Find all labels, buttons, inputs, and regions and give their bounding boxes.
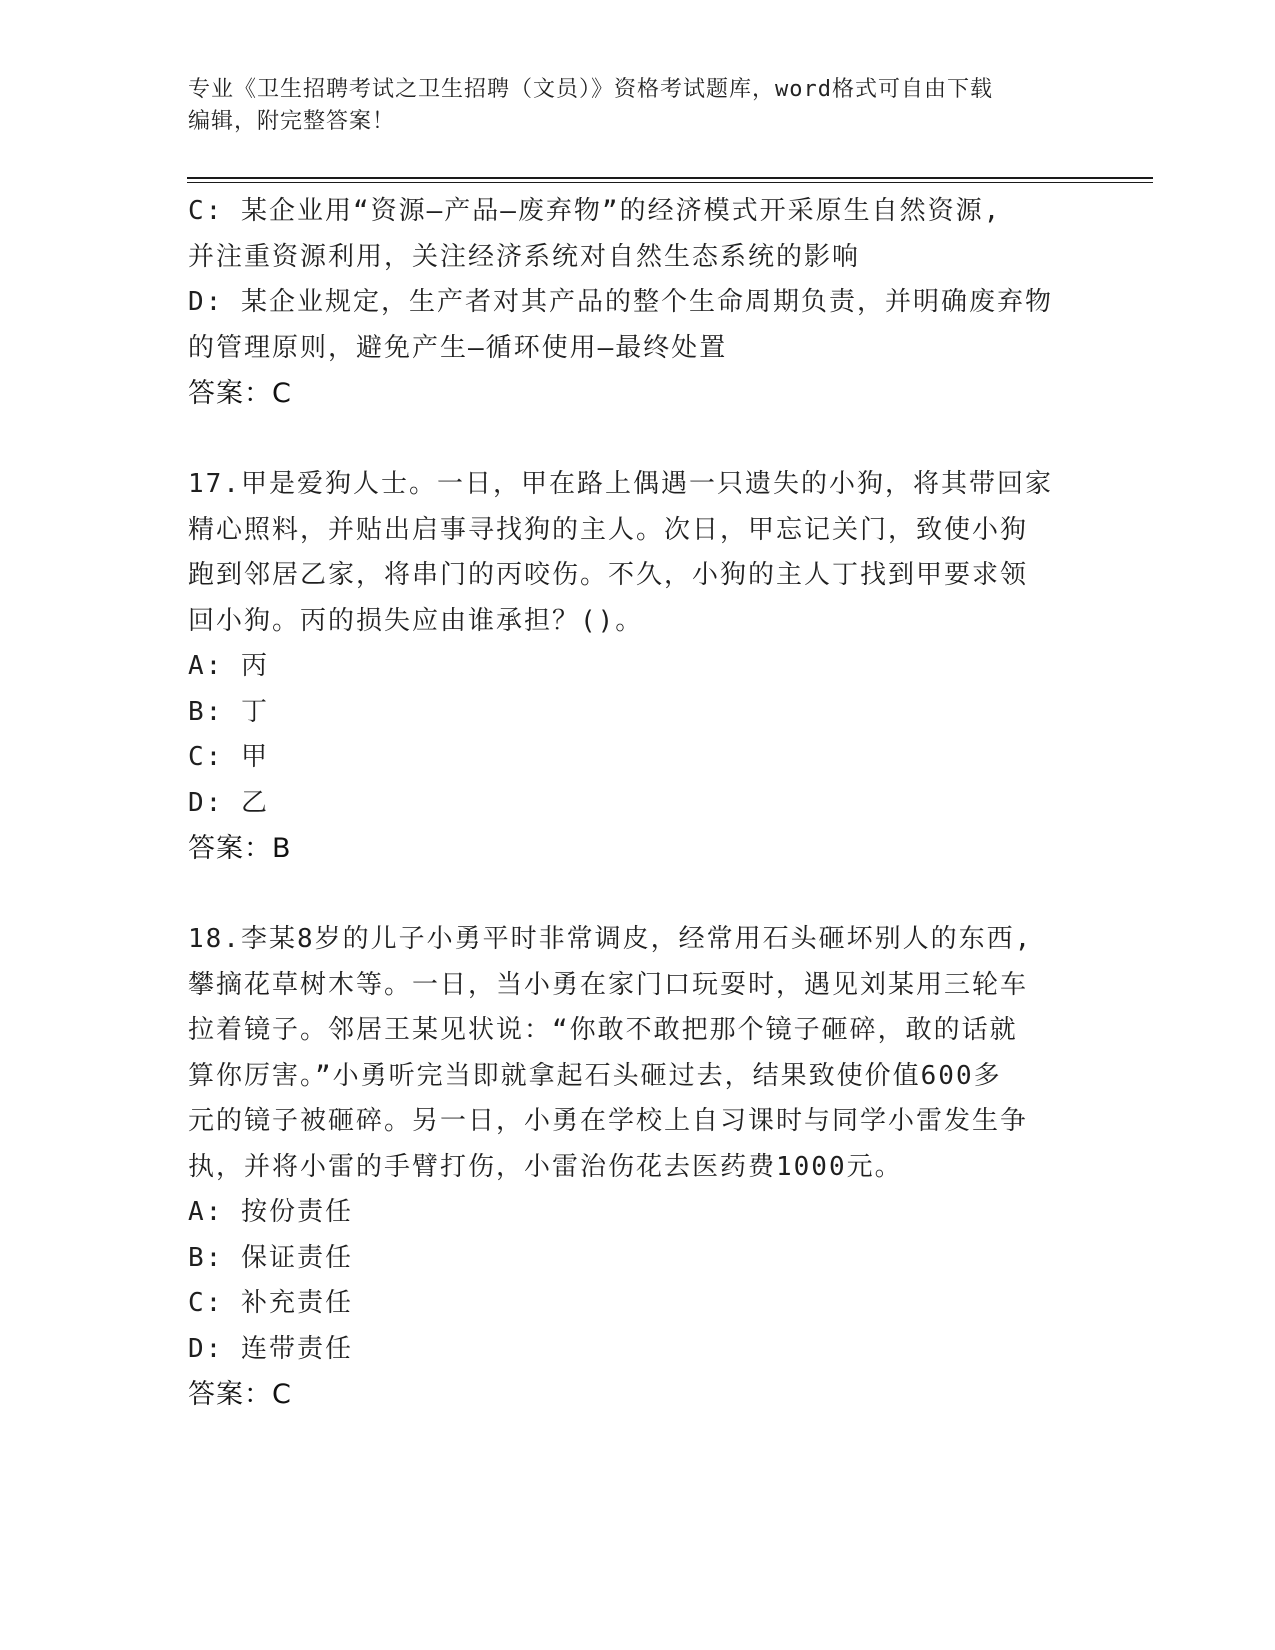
question-18-stem-line: 算你厉害。”小勇听完当即就拿起石头砸过去，结果致使价值600多	[188, 1060, 1002, 1091]
answer-18: 答案：C	[188, 1379, 292, 1410]
question-18-stem-line: 18.李某8岁的儿子小勇平时非常调皮，经常用石头砸坏别人的东西,	[188, 924, 1033, 954]
header-divider-thin	[187, 182, 1153, 183]
question-17-option-d: D: 乙	[188, 787, 269, 818]
option-d-line-2: 的管理原则，避免产生—循环使用—最终处置	[188, 332, 728, 363]
question-18	[188, 917, 1088, 1418]
question-18-option-d: D: 连带责任	[188, 1333, 353, 1364]
option-c-line-1: C: 某企业用“资源—产品—废弃物”的经济模式开采原生自然资源,	[188, 196, 1002, 226]
question-18-stem-line: 执，并将小雷的手臂打伤，小雷治伤花去医药费1000元。	[188, 1151, 903, 1182]
option-c-line-2: 并注重资源利用，关注经济系统对自然生态系统的影响	[188, 241, 861, 272]
header-line-1: 专业《卫生招聘考试之卫生招聘（文员）》资格考试题库，word格式可自由下载	[188, 77, 993, 102]
answer-16: 答案：C	[188, 378, 292, 409]
answer-17: 答案：B	[188, 833, 292, 864]
spacer	[188, 872, 1088, 918]
question-17	[188, 462, 1088, 872]
header-line-2: 编辑，附完整答案！	[188, 109, 396, 134]
option-d-line-1: D: 某企业规定，生产者对其产品的整个生命周期负责，并明确废弃物	[188, 287, 1053, 317]
question-content	[188, 189, 1088, 1418]
header-divider-thick	[187, 177, 1153, 179]
question-17-stem-line: 精心照料，并贴出启事寻找狗的主人。次日，甲忘记关门，致使小狗	[188, 514, 1029, 545]
question-17-stem-line: 回小狗。丙的损失应由谁承担？()。	[188, 605, 644, 636]
question-17-stem-line: 跑到邻居乙家，将串门的丙咬伤。不久，小狗的主人丁找到甲要求领	[188, 560, 1029, 590]
question-18-option-a: A: 按份责任	[188, 1197, 353, 1227]
question-16-tail	[188, 189, 1088, 417]
question-18-stem-line: 元的镜子被砸碎。另一日，小勇在学校上自习课时与同学小雷发生争	[188, 1106, 1029, 1136]
question-18-stem-line: 拉着镜子。邻居王某见状说：“你敢不敢把那个镜子砸碎，敢的话就	[188, 1015, 1018, 1045]
spacer	[188, 417, 1088, 463]
question-17-option-b: B: 丁	[188, 696, 269, 727]
question-18-stem-line: 攀摘花草树木等。一日，当小勇在家门口玩耍时，遇见刘某用三轮车	[188, 969, 1029, 1000]
question-17-stem-line: 17.甲是爱狗人士。一日，甲在路上偶遇一只遗失的小狗，将其带回家	[188, 469, 1053, 499]
question-17-option-a: A: 丙	[188, 651, 269, 681]
question-18-option-c: C: 补充责任	[188, 1288, 353, 1318]
question-18-option-b: B: 保证责任	[188, 1242, 353, 1273]
question-17-option-c: C: 甲	[188, 742, 269, 772]
document-header	[188, 74, 1088, 138]
